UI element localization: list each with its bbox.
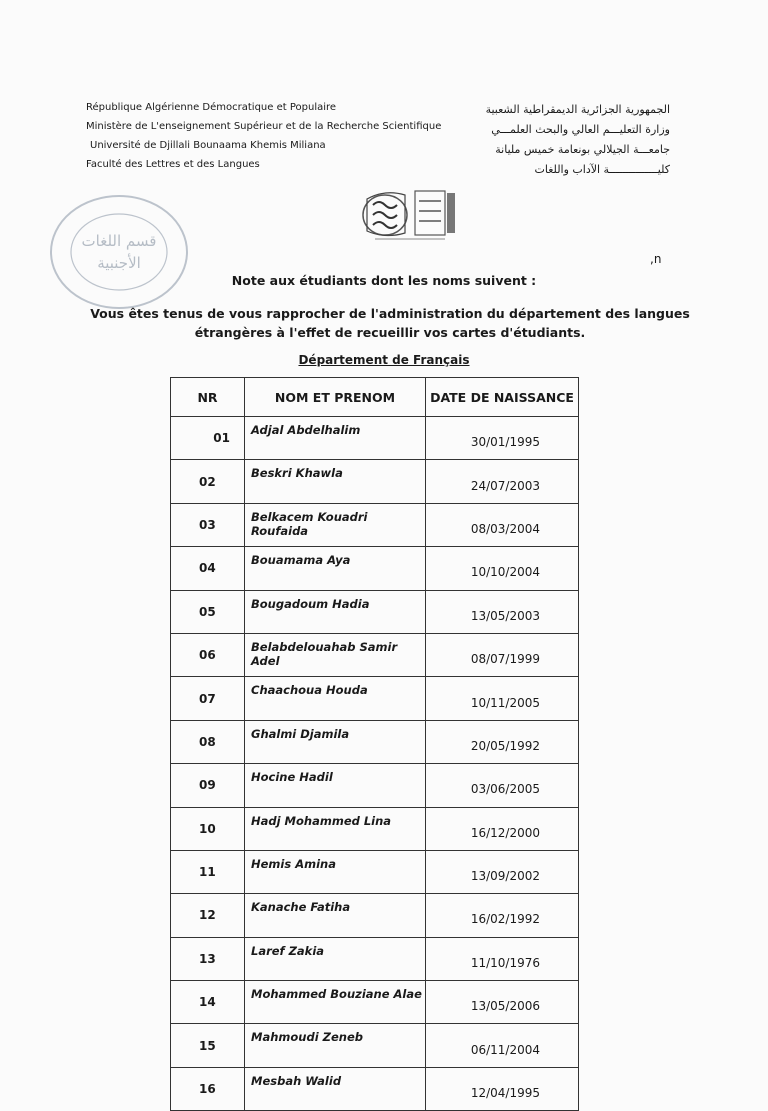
row-date: 08/07/1999 xyxy=(426,633,579,676)
table-row xyxy=(171,1067,579,1110)
row-nr: 06 xyxy=(171,633,245,676)
header-ar-ministry: وزارة التعليـــم العالي والبحث العلمـــي xyxy=(491,123,670,136)
row-date: 16/02/1992 xyxy=(426,894,579,937)
row-date: 12/04/1995 xyxy=(426,1067,579,1110)
row-name: Chaachoua Houda xyxy=(245,677,426,720)
row-name: Hocine Hadil xyxy=(245,764,426,807)
row-name: Laref Zakia xyxy=(245,937,426,980)
header-arabic xyxy=(486,100,670,180)
row-date: 06/11/2004 xyxy=(426,1024,579,1067)
row-nr: 02 xyxy=(171,460,245,503)
table-row xyxy=(171,850,579,893)
row-date: 08/03/2004 xyxy=(426,503,579,546)
header-name: NOM ET PRENOM xyxy=(245,378,426,417)
row-nr: 04 xyxy=(171,547,245,590)
row-nr: 13 xyxy=(171,937,245,980)
row-date: 13/05/2006 xyxy=(426,981,579,1024)
row-nr: 05 xyxy=(171,590,245,633)
table-header-row xyxy=(171,378,579,417)
row-name: Mahmoudi Zeneb xyxy=(245,1024,426,1067)
row-name: Ghalmi Djamila xyxy=(245,720,426,763)
row-name: Mesbah Walid xyxy=(245,1067,426,1110)
row-nr: 15 xyxy=(171,1024,245,1067)
row-nr: 01 xyxy=(171,417,245,460)
department-stamp xyxy=(44,192,194,312)
row-nr: 08 xyxy=(171,720,245,763)
table-row xyxy=(171,720,579,763)
department-title: Département de Français xyxy=(298,353,470,367)
row-name: Belabdelouahab Samir Adel xyxy=(245,633,426,676)
row-name: Kanache Fatiha xyxy=(245,894,426,937)
row-date: 03/06/2005 xyxy=(426,764,579,807)
row-date: 10/11/2005 xyxy=(426,677,579,720)
table-row xyxy=(171,417,579,460)
header-fr-university: Université de Djillali Bounaama Khemis Miliana xyxy=(90,140,326,151)
margin-mark: ,n xyxy=(650,252,662,266)
notice-body: Vous êtes tenus de vous rapprocher de l'administration du département des langues étrangères à l'effet de recueillir vos cartes d'étudiants. xyxy=(90,306,690,340)
university-logo xyxy=(355,185,460,243)
row-name: Mohammed Bouziane Alae xyxy=(245,981,426,1024)
stamp-line-1: قسم اللغات xyxy=(81,232,157,250)
row-nr: 11 xyxy=(171,850,245,893)
table-row xyxy=(171,807,579,850)
row-name: Beskri Khawla xyxy=(245,460,426,503)
header-fr-republic: République Algérienne Démocratique et Populaire xyxy=(86,102,337,113)
table-row xyxy=(171,1024,579,1067)
row-nr: 16 xyxy=(171,1067,245,1110)
table-row xyxy=(171,937,579,980)
header-fr-ministry: Ministère de L'enseignement Supérieur et de la Recherche Scientifique xyxy=(86,121,442,132)
table-row xyxy=(171,677,579,720)
row-date: 20/05/1992 xyxy=(426,720,579,763)
table-row xyxy=(171,764,579,807)
stamp-line-2: الأجنبية xyxy=(97,254,141,272)
row-nr: 14 xyxy=(171,981,245,1024)
row-date: 13/09/2002 xyxy=(426,850,579,893)
table-row xyxy=(171,503,579,546)
row-nr: 03 xyxy=(171,503,245,546)
header-ar-republic: الجمهورية الجزائرية الديمقراطية الشعبية xyxy=(485,103,670,116)
row-name: Bouamama Aya xyxy=(245,547,426,590)
row-date: 10/10/2004 xyxy=(426,547,579,590)
row-date: 24/07/2003 xyxy=(426,460,579,503)
header-date: DATE DE NAISSANCE xyxy=(426,378,579,417)
header-french xyxy=(86,98,441,174)
header-ar-university: جامعـــة الجيلالي بونعامة خميس مليانة xyxy=(495,143,670,156)
row-date: 30/01/1995 xyxy=(426,417,579,460)
row-date: 11/10/1976 xyxy=(426,937,579,980)
row-name: Hadj Mohammed Lina xyxy=(245,807,426,850)
row-date: 16/12/2000 xyxy=(426,807,579,850)
note-title: Note aux étudiants dont les noms suivent : xyxy=(231,273,537,288)
header-nr: NR xyxy=(171,378,245,417)
row-date: 13/05/2003 xyxy=(426,590,579,633)
table-row xyxy=(171,981,579,1024)
row-name: Belkacem Kouadri Roufaida xyxy=(245,503,426,546)
table-row xyxy=(171,633,579,676)
header-fr-faculty: Faculté des Lettres et des Langues xyxy=(86,159,260,170)
row-name: Bougadoum Hadia xyxy=(245,590,426,633)
table-row xyxy=(171,894,579,937)
table-row xyxy=(171,590,579,633)
table-row xyxy=(171,460,579,503)
row-nr: 07 xyxy=(171,677,245,720)
row-nr: 09 xyxy=(171,764,245,807)
row-nr: 12 xyxy=(171,894,245,937)
row-name: Adjal Abdelhalim xyxy=(245,417,426,460)
table-row xyxy=(171,547,579,590)
row-nr: 10 xyxy=(171,807,245,850)
students-table xyxy=(170,377,579,1111)
row-name: Hemis Amina xyxy=(245,850,426,893)
header-ar-faculty: كليـــــــــــــــة الآداب واللغات xyxy=(534,163,670,176)
